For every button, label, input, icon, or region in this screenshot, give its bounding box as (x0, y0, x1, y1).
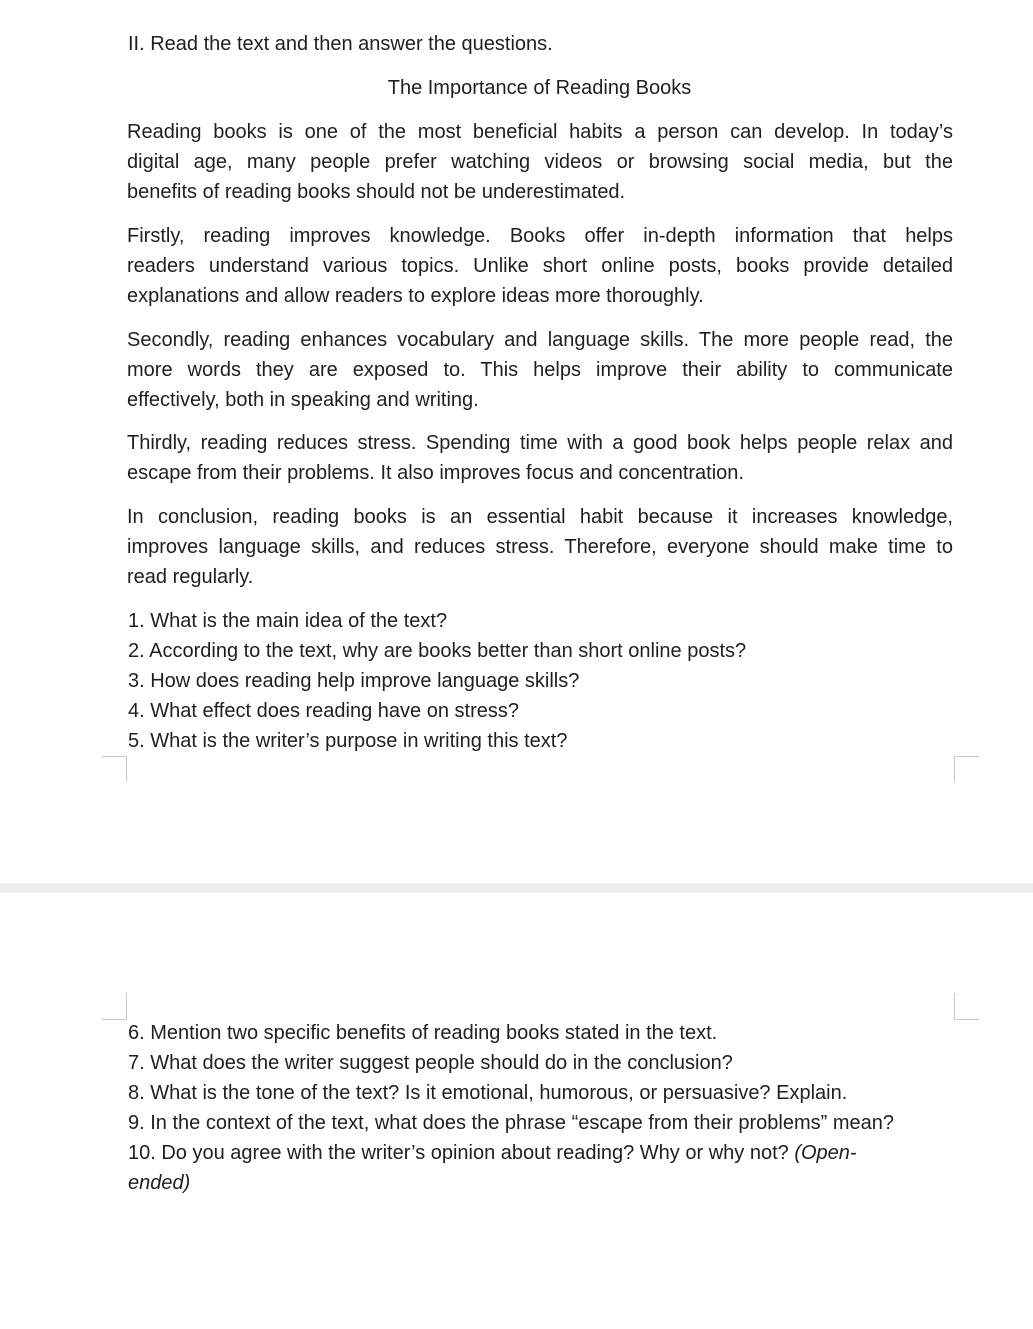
paragraph-4 (127, 428, 953, 488)
paragraph-line: benefits of reading books should not be underestimated. (127, 181, 626, 203)
passage-title: The Importance of Reading Books (387, 77, 692, 99)
paragraph-line: improves language skills, and reduces stress. Therefore, everyone should make time to (127, 536, 953, 558)
question-10-text: 10. Do you agree with the writer’s opinion about reading? Why or why not? (128, 1142, 789, 1164)
paragraph-line: Reading books is one of the most beneficial habits a person can develop. In today’s (127, 121, 953, 143)
margin-corner-mark (954, 756, 979, 782)
question-1: 1. What is the main idea of the text? (128, 610, 448, 632)
question-2: 2. According to the text, why are books better than short online posts? (128, 640, 747, 662)
paragraph-3 (127, 325, 953, 415)
paragraph-1 (127, 117, 953, 207)
question-5: 5. What is the writer’s purpose in writing this text? (128, 730, 568, 752)
question-7: 7. What does the writer suggest people should do in the conclusion? (128, 1052, 733, 1074)
margin-corner-mark (102, 993, 127, 1020)
question-10-note-continued: ended) (128, 1172, 191, 1194)
question-10-note: (Open- (794, 1142, 857, 1164)
paragraph-line: digital age, many people prefer watching videos or browsing social media, but the (127, 151, 953, 173)
paragraph-line: Secondly, reading enhances vocabulary and language skills. The more people read, the (127, 329, 953, 351)
page-break (0, 883, 1033, 893)
paragraph-line: effectively, both in speaking and writing. (127, 389, 479, 411)
paragraph-line: In conclusion, reading books is an essential habit because it increases knowledge, (127, 506, 953, 528)
paragraph-line: Firstly, reading improves knowledge. Books offer in-depth information that helps (127, 225, 953, 247)
question-4: 4. What effect does reading have on stress? (128, 700, 519, 722)
margin-corner-mark (954, 993, 979, 1020)
paragraph-line: escape from their problems. It also improves focus and concentration. (127, 462, 744, 484)
paragraph-line: explanations and allow readers to explore ideas more thoroughly. (127, 285, 704, 307)
paragraph-2 (127, 221, 953, 311)
paragraph-line: read regularly. (127, 566, 254, 588)
question-3: 3. How does reading help improve language skills? (128, 670, 580, 692)
paragraph-line: more words they are exposed to. This helps improve their ability to communicate (127, 359, 953, 381)
question-6: 6. Mention two specific benefits of reading books stated in the text. (128, 1022, 718, 1044)
paragraph-5 (127, 502, 953, 592)
question-10 (128, 1138, 857, 1168)
question-8: 8. What is the tone of the text? Is it emotional, humorous, or persuasive? Explain. (128, 1082, 848, 1104)
paragraph-line: readers understand various topics. Unlike short online posts, books provide detailed (127, 255, 953, 277)
section-instruction: II. Read the text and then answer the questions. (128, 33, 553, 55)
paragraph-line: Thirdly, reading reduces stress. Spending time with a good book helps people relax and (127, 432, 953, 454)
margin-corner-mark (102, 756, 127, 782)
question-9: 9. In the context of the text, what does the phrase “escape from their problems” mean? (128, 1112, 894, 1134)
